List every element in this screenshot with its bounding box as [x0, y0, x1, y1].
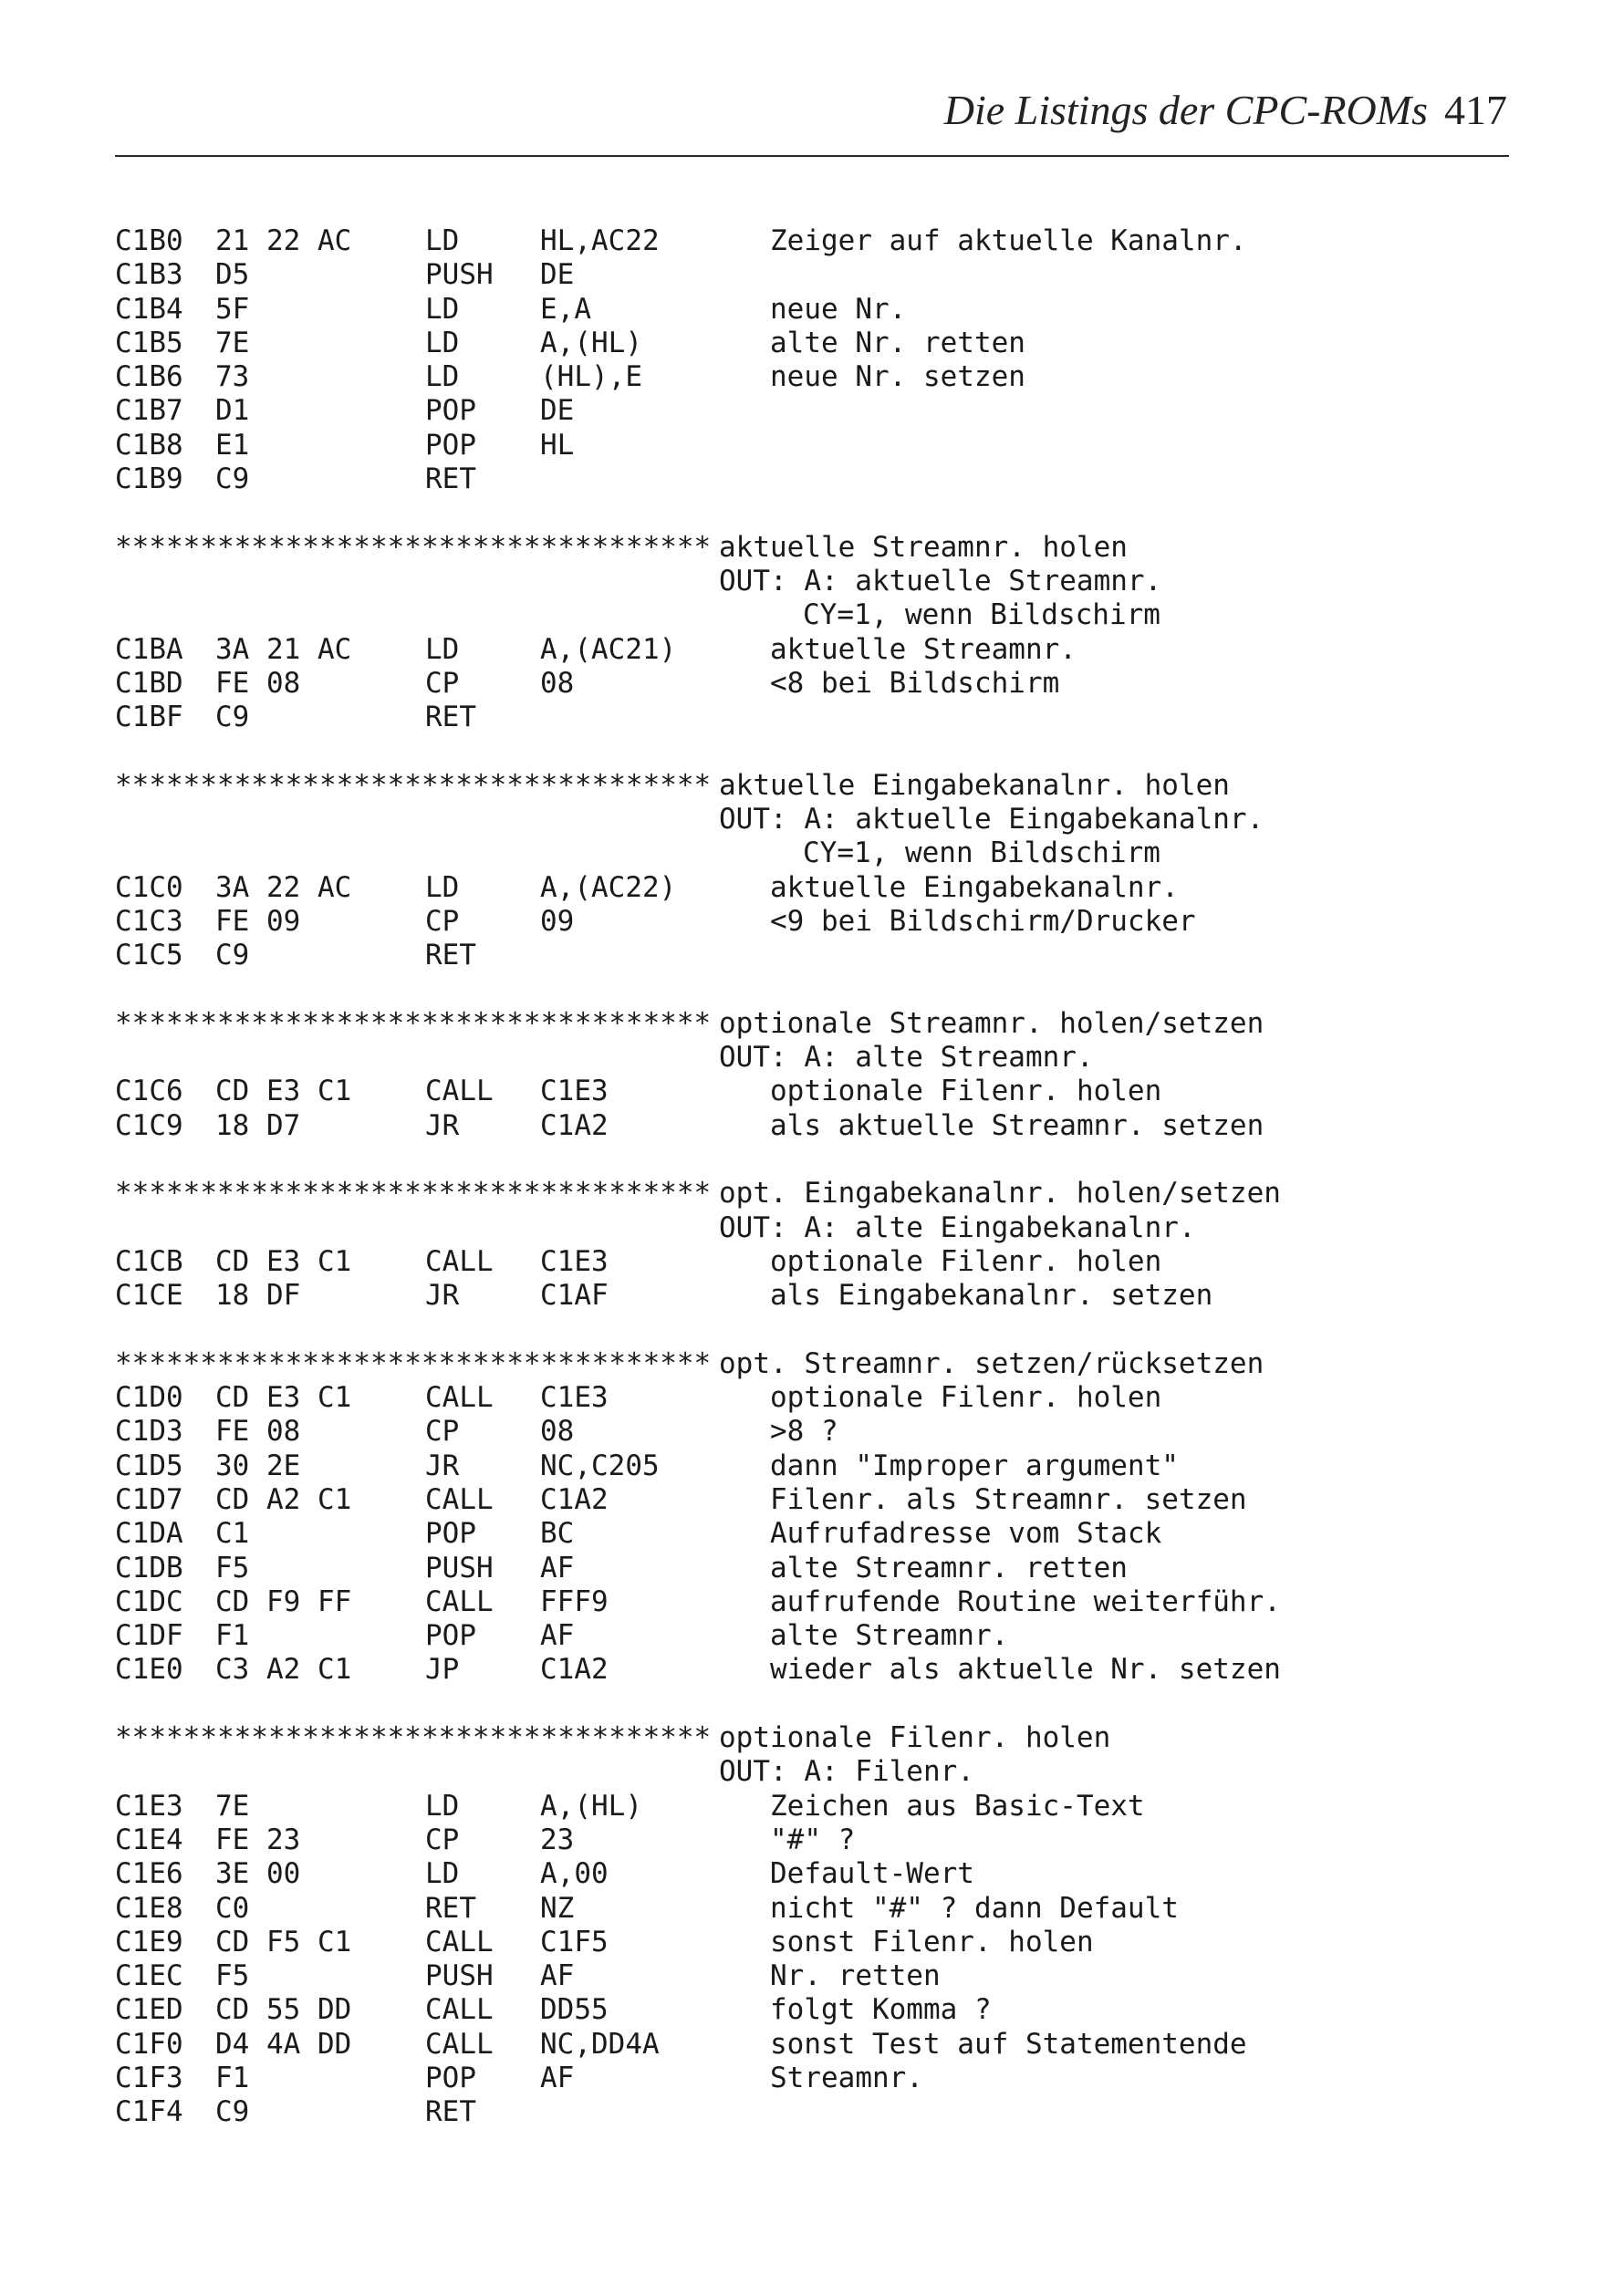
- code-line: [115, 2028, 1509, 2062]
- comment: alte Streamnr.: [770, 1619, 1009, 1653]
- address: C1D5: [115, 1449, 183, 1482]
- comment: "#" ?: [770, 1823, 856, 1856]
- opcode-bytes: D4 4A DD: [215, 2027, 352, 2061]
- code-line: [115, 905, 1509, 939]
- comment: aufrufende Routine weiterführ.: [770, 1584, 1281, 1618]
- listing-block: [115, 1347, 1509, 1688]
- operand: DE: [540, 394, 575, 428]
- operand: C1F5: [540, 1925, 609, 1958]
- address: C1F0: [115, 2027, 183, 2061]
- opcode-bytes: E1: [215, 428, 250, 462]
- code-line: [115, 1381, 1509, 1415]
- comment: folgt Komma ?: [770, 1993, 992, 2027]
- operand: C1E3: [540, 1381, 609, 1415]
- code-line: [115, 701, 1509, 734]
- opcode-bytes: CD E3 C1: [215, 1244, 352, 1278]
- code-line: [115, 1552, 1509, 1585]
- listing-block: [115, 224, 1509, 496]
- code-line: [115, 394, 1509, 428]
- opcode-bytes: F5: [215, 1959, 250, 1993]
- opcode-bytes: D1: [215, 394, 250, 428]
- address: C1F4: [115, 2095, 183, 2129]
- header-title: Die Listings der CPC-ROMs: [943, 87, 1428, 133]
- routine-cy-row: [115, 598, 1509, 632]
- address: C1B4: [115, 292, 183, 326]
- operand: 23: [540, 1823, 575, 1856]
- comment: als aktuelle Streamnr. setzen: [770, 1108, 1264, 1142]
- address: C1BA: [115, 632, 183, 666]
- comment: Zeiger auf aktuelle Kanalnr.: [770, 224, 1247, 257]
- mnemonic: JR: [425, 1449, 460, 1482]
- separator-stars: ***********************************: [115, 1177, 712, 1210]
- operand: C1AF: [540, 1279, 609, 1313]
- mnemonic: CALL: [425, 1244, 494, 1278]
- address: C1EC: [115, 1959, 183, 1993]
- mnemonic: CALL: [425, 1482, 494, 1516]
- mnemonic: CALL: [425, 1993, 494, 2027]
- routine-title: opt. Eingabekanalnr. holen/setzen: [719, 1177, 1281, 1210]
- comment: als Eingabekanalnr. setzen: [770, 1279, 1213, 1313]
- operand: A,(AC21): [540, 632, 677, 666]
- routine-out-row: [115, 565, 1509, 598]
- mnemonic: RET: [425, 701, 476, 734]
- code-line: [115, 1415, 1509, 1449]
- address: C1E4: [115, 1823, 183, 1856]
- address: C1E0: [115, 1653, 183, 1687]
- code-line: [115, 1993, 1509, 2027]
- comment: Zeichen aus Basic-Text: [770, 1789, 1145, 1823]
- address: C1C6: [115, 1075, 183, 1108]
- mnemonic: LD: [425, 292, 460, 326]
- comment: >8 ?: [770, 1415, 838, 1449]
- opcode-bytes: F1: [215, 1619, 250, 1653]
- address: C1E9: [115, 1925, 183, 1958]
- mnemonic: JP: [425, 1653, 460, 1687]
- operand: A,(HL): [540, 326, 642, 359]
- separator-stars: ***********************************: [115, 1721, 712, 1755]
- mnemonic: PUSH: [425, 1959, 494, 1993]
- address: C1B3: [115, 258, 183, 292]
- mnemonic: PUSH: [425, 1551, 494, 1584]
- code-line: [115, 1109, 1509, 1143]
- mnemonic: POP: [425, 2062, 476, 2095]
- routine-title: optionale Streamnr. holen/setzen: [719, 1006, 1264, 1040]
- opcode-bytes: C9: [215, 462, 250, 496]
- routine-header-row: [115, 1007, 1509, 1041]
- mnemonic: LD: [425, 326, 460, 359]
- comment: neue Nr.: [770, 292, 907, 326]
- comment: <8 bei Bildschirm: [770, 666, 1060, 700]
- address: C1B0: [115, 224, 183, 257]
- opcode-bytes: 3A 21 AC: [215, 632, 352, 666]
- mnemonic: CALL: [425, 1075, 494, 1108]
- routine-carry-note: CY=1, wenn Bildschirm: [803, 598, 1160, 632]
- operand: DD55: [540, 1993, 609, 2027]
- mnemonic: CP: [425, 904, 460, 938]
- header-rule: [115, 155, 1509, 157]
- address: C1C5: [115, 939, 183, 972]
- opcode-bytes: 30 2E: [215, 1449, 301, 1482]
- address: C1DB: [115, 1551, 183, 1584]
- operand: AF: [540, 1959, 575, 1993]
- opcode-bytes: CD A2 C1: [215, 1482, 352, 1516]
- operand: NZ: [540, 1891, 575, 1925]
- operand: AF: [540, 2062, 575, 2095]
- operand: NC,C205: [540, 1449, 660, 1482]
- mnemonic: LD: [425, 632, 460, 666]
- routine-out-row: [115, 1755, 1509, 1789]
- comment: optionale Filenr. holen: [770, 1244, 1162, 1278]
- routine-title: opt. Streamnr. setzen/rücksetzen: [719, 1346, 1264, 1380]
- operand: AF: [540, 1619, 575, 1653]
- separator-stars: ***********************************: [115, 1006, 712, 1040]
- address: C1DF: [115, 1619, 183, 1653]
- opcode-bytes: 3E 00: [215, 1857, 301, 1891]
- mnemonic: RET: [425, 939, 476, 972]
- mnemonic: CP: [425, 666, 460, 700]
- address: C1B8: [115, 428, 183, 462]
- routine-out: OUT: A: alte Eingabekanalnr.: [719, 1210, 1196, 1244]
- address: C1CB: [115, 1244, 183, 1278]
- code-line: [115, 1075, 1509, 1108]
- opcode-bytes: C9: [215, 939, 250, 972]
- opcode-bytes: 7E: [215, 326, 250, 359]
- comment: aktuelle Eingabekanalnr.: [770, 870, 1179, 904]
- code-line: [115, 1790, 1509, 1823]
- routine-carry-note: CY=1, wenn Bildschirm: [803, 836, 1160, 870]
- operand: 08: [540, 666, 575, 700]
- opcode-bytes: C1: [215, 1517, 250, 1551]
- operand: A,(HL): [540, 1789, 642, 1823]
- listing-block: [115, 531, 1509, 735]
- mnemonic: CALL: [425, 1584, 494, 1618]
- routine-title: aktuelle Eingabekanalnr. holen: [719, 768, 1230, 802]
- opcode-bytes: CD F9 FF: [215, 1584, 352, 1618]
- code-line: [115, 1585, 1509, 1619]
- address: C1D7: [115, 1482, 183, 1516]
- opcode-bytes: 7E: [215, 1789, 250, 1823]
- code-line: [115, 1926, 1509, 1959]
- mnemonic: LD: [425, 360, 460, 394]
- listing-block: [115, 1177, 1509, 1313]
- opcode-bytes: FE 23: [215, 1823, 301, 1856]
- operand: HL,AC22: [540, 224, 660, 257]
- routine-header-row: [115, 769, 1509, 803]
- comment: optionale Filenr. holen: [770, 1075, 1162, 1108]
- operand: E,A: [540, 292, 591, 326]
- routine-out: OUT: A: aktuelle Eingabekanalnr.: [719, 803, 1264, 836]
- routine-header-row: [115, 531, 1509, 565]
- code-line: [115, 2095, 1509, 2129]
- address: C1ED: [115, 1993, 183, 2027]
- code-line: [115, 871, 1509, 905]
- code-line: [115, 1245, 1509, 1279]
- code-line: [115, 1483, 1509, 1517]
- opcode-bytes: 18 DF: [215, 1279, 301, 1313]
- comment: wieder als aktuelle Nr. setzen: [770, 1653, 1281, 1687]
- comment: <9 bei Bildschirm/Drucker: [770, 904, 1196, 938]
- address: C1DA: [115, 1517, 183, 1551]
- code-line: [115, 429, 1509, 462]
- comment: alte Streamnr. retten: [770, 1551, 1128, 1584]
- mnemonic: RET: [425, 1891, 476, 1925]
- comment: Filenr. als Streamnr. setzen: [770, 1482, 1247, 1516]
- comment: Default-Wert: [770, 1857, 974, 1891]
- code-line: [115, 293, 1509, 327]
- opcode-bytes: C9: [215, 2095, 250, 2129]
- address: C1BF: [115, 701, 183, 734]
- comment: alte Nr. retten: [770, 326, 1025, 359]
- opcode-bytes: F5: [215, 1551, 250, 1584]
- routine-header-row: [115, 1721, 1509, 1755]
- operand: 08: [540, 1415, 575, 1449]
- routine-header-row: [115, 1177, 1509, 1210]
- comment: nicht "#" ? dann Default: [770, 1891, 1179, 1925]
- address: C1DC: [115, 1584, 183, 1618]
- separator-stars: ***********************************: [115, 530, 712, 564]
- comment: neue Nr. setzen: [770, 360, 1025, 394]
- opcode-bytes: F1: [215, 2062, 250, 2095]
- mnemonic: CALL: [425, 1381, 494, 1415]
- mnemonic: RET: [425, 462, 476, 496]
- mnemonic: RET: [425, 2095, 476, 2129]
- running-header: [944, 86, 1507, 134]
- code-line: [115, 1517, 1509, 1551]
- mnemonic: JR: [425, 1108, 460, 1142]
- address: C1B6: [115, 360, 183, 394]
- operand: C1A2: [540, 1108, 609, 1142]
- operand: (HL),E: [540, 360, 642, 394]
- routine-title: aktuelle Streamnr. holen: [719, 530, 1128, 564]
- listing-block: [115, 1007, 1509, 1143]
- operand: C1E3: [540, 1075, 609, 1108]
- operand: BC: [540, 1517, 575, 1551]
- mnemonic: POP: [425, 428, 476, 462]
- separator-stars: ***********************************: [115, 768, 712, 802]
- opcode-bytes: 5F: [215, 292, 250, 326]
- page-number: 417: [1444, 87, 1507, 133]
- address: C1CE: [115, 1279, 183, 1313]
- operand: A,00: [540, 1857, 609, 1891]
- operand: FFF9: [540, 1584, 609, 1618]
- code-line: [115, 224, 1509, 258]
- code-line: [115, 667, 1509, 701]
- code-line: [115, 1279, 1509, 1313]
- code-line: [115, 1959, 1509, 1993]
- opcode-bytes: CD E3 C1: [215, 1381, 352, 1415]
- routine-title: optionale Filenr. holen: [719, 1721, 1111, 1755]
- code-line: [115, 360, 1509, 394]
- code-line: [115, 633, 1509, 667]
- mnemonic: LD: [425, 870, 460, 904]
- address: C1F3: [115, 2062, 183, 2095]
- operand: NC,DD4A: [540, 2027, 660, 2061]
- address: C1C3: [115, 904, 183, 938]
- code-line: [115, 2062, 1509, 2095]
- comment: Streamnr.: [770, 2062, 923, 2095]
- address: C1E6: [115, 1857, 183, 1891]
- code-line: [115, 327, 1509, 360]
- mnemonic: POP: [425, 394, 476, 428]
- opcode-bytes: 73: [215, 360, 250, 394]
- code-line: [115, 258, 1509, 292]
- mnemonic: PUSH: [425, 258, 494, 292]
- listing-block: [115, 769, 1509, 973]
- opcode-bytes: 3A 22 AC: [215, 870, 352, 904]
- code-line: [115, 939, 1509, 972]
- address: C1E3: [115, 1789, 183, 1823]
- comment: optionale Filenr. holen: [770, 1381, 1162, 1415]
- mnemonic: CP: [425, 1415, 460, 1449]
- address: C1BD: [115, 666, 183, 700]
- routine-out-row: [115, 1041, 1509, 1075]
- operand: C1A2: [540, 1482, 609, 1516]
- opcode-bytes: C0: [215, 1891, 250, 1925]
- address: C1D3: [115, 1415, 183, 1449]
- address: C1C0: [115, 870, 183, 904]
- routine-out: OUT: A: aktuelle Streamnr.: [719, 564, 1162, 597]
- operand: A,(AC22): [540, 870, 677, 904]
- code-line: [115, 1823, 1509, 1857]
- routine-header-row: [115, 1347, 1509, 1381]
- routine-out-row: [115, 803, 1509, 836]
- opcode-bytes: CD E3 C1: [215, 1075, 352, 1108]
- routine-out: OUT: A: Filenr.: [719, 1755, 974, 1789]
- opcode-bytes: FE 08: [215, 666, 301, 700]
- address: C1B7: [115, 394, 183, 428]
- mnemonic: LD: [425, 1789, 460, 1823]
- comment: aktuelle Streamnr.: [770, 632, 1077, 666]
- mnemonic: POP: [425, 1619, 476, 1653]
- opcode-bytes: FE 09: [215, 904, 301, 938]
- mnemonic: CALL: [425, 1925, 494, 1958]
- operand: DE: [540, 258, 575, 292]
- address: C1C9: [115, 1108, 183, 1142]
- routine-out-row: [115, 1211, 1509, 1245]
- opcode-bytes: C3 A2 C1: [215, 1653, 352, 1687]
- address: C1B9: [115, 462, 183, 496]
- mnemonic: LD: [425, 1857, 460, 1891]
- opcode-bytes: CD 55 DD: [215, 1993, 352, 2027]
- code-line: [115, 1449, 1509, 1483]
- code-line: [115, 462, 1509, 496]
- comment: dann "Improper argument": [770, 1449, 1179, 1482]
- comment: sonst Filenr. holen: [770, 1925, 1094, 1958]
- operand: HL: [540, 428, 575, 462]
- address: C1D0: [115, 1381, 183, 1415]
- listing-block: [115, 1721, 1509, 2130]
- opcode-bytes: D5: [215, 258, 250, 292]
- mnemonic: JR: [425, 1279, 460, 1313]
- opcode-bytes: FE 08: [215, 1415, 301, 1449]
- code-line: [115, 1619, 1509, 1653]
- separator-stars: ***********************************: [115, 1346, 712, 1380]
- assembly-listing: [115, 224, 1509, 2164]
- code-line: [115, 1857, 1509, 1891]
- operand: 09: [540, 904, 575, 938]
- address: C1B5: [115, 326, 183, 359]
- comment: sonst Test auf Statementende: [770, 2027, 1247, 2061]
- opcode-bytes: C9: [215, 701, 250, 734]
- address: C1E8: [115, 1891, 183, 1925]
- operand: AF: [540, 1551, 575, 1584]
- opcode-bytes: CD F5 C1: [215, 1925, 352, 1958]
- comment: Aufrufadresse vom Stack: [770, 1517, 1162, 1551]
- mnemonic: CALL: [425, 2027, 494, 2061]
- routine-cy-row: [115, 836, 1509, 870]
- opcode-bytes: 21 22 AC: [215, 224, 352, 257]
- operand: C1E3: [540, 1244, 609, 1278]
- opcode-bytes: 18 D7: [215, 1108, 301, 1142]
- code-line: [115, 1653, 1509, 1687]
- routine-out: OUT: A: alte Streamnr.: [719, 1041, 1094, 1075]
- comment: Nr. retten: [770, 1959, 941, 1993]
- code-line: [115, 1892, 1509, 1926]
- operand: C1A2: [540, 1653, 609, 1687]
- mnemonic: LD: [425, 224, 460, 257]
- mnemonic: POP: [425, 1517, 476, 1551]
- mnemonic: CP: [425, 1823, 460, 1856]
